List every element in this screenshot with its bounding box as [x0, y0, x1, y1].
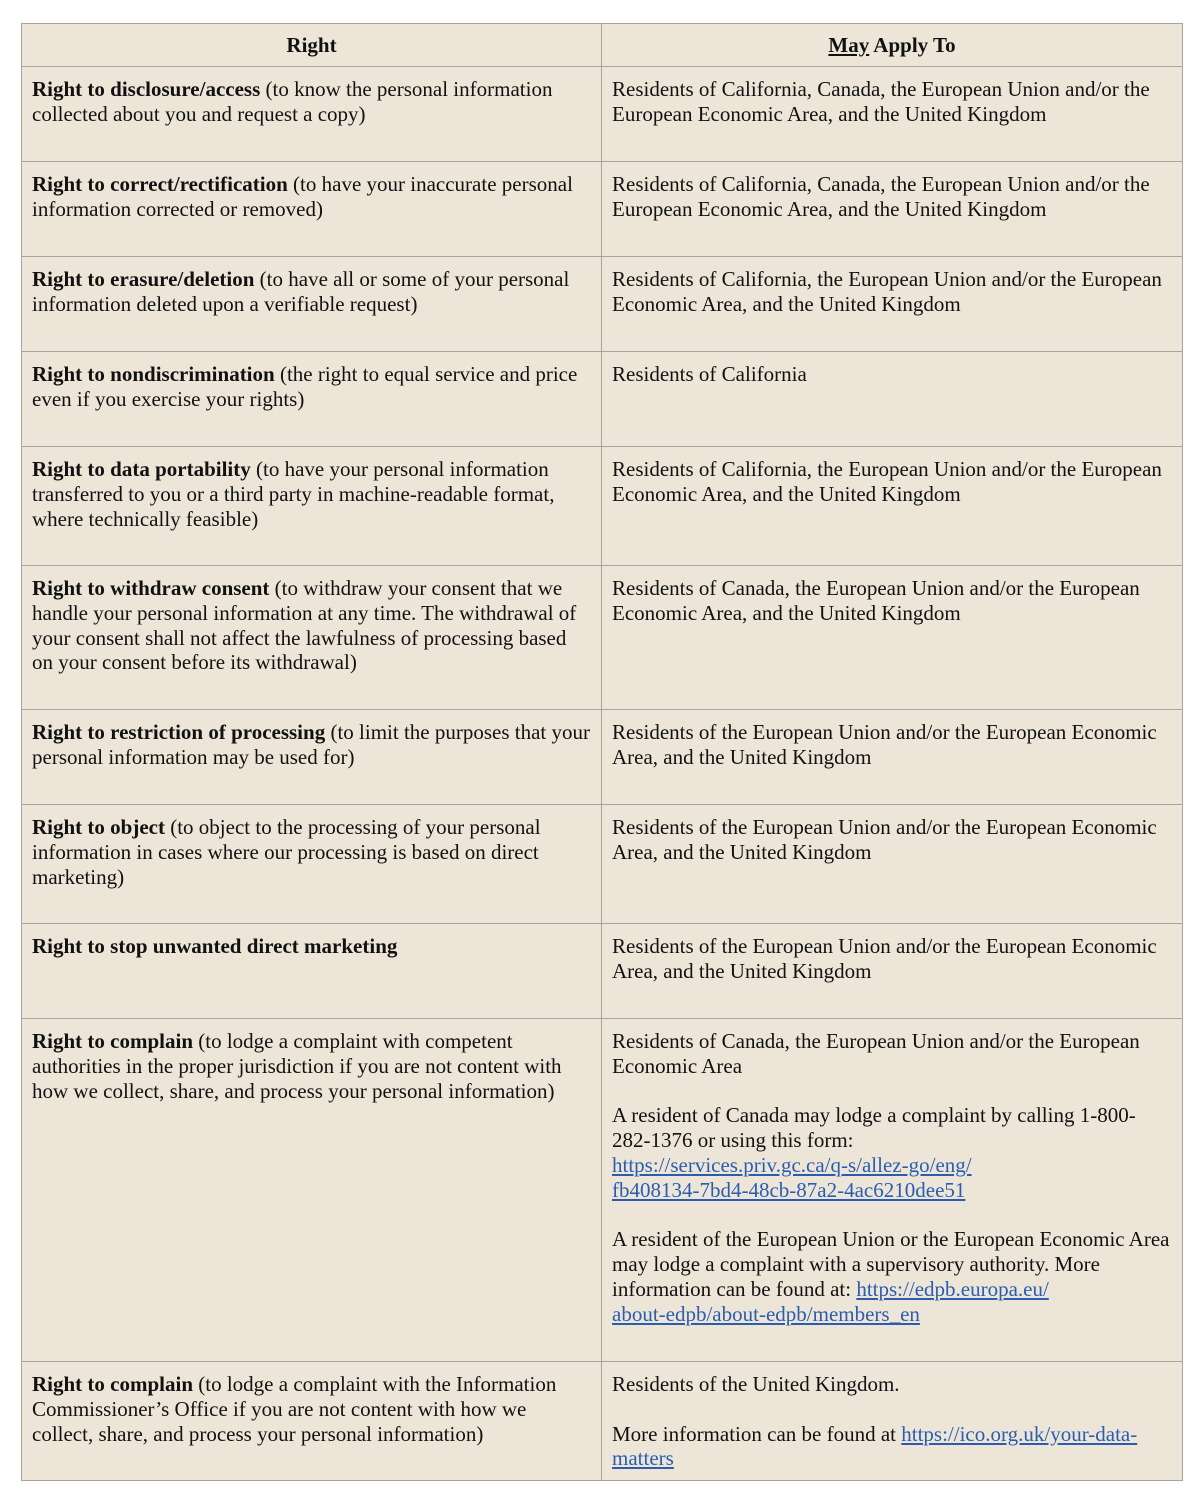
edpb-link-line-2: about-edpb/about-edpb/members_en — [612, 1301, 920, 1326]
rights-table-container — [21, 23, 1182, 1481]
applies-cell — [602, 1019, 1183, 1362]
applies-cell: Residents of the European Union and/or the European Economic Area, and the United Kingdom — [602, 805, 1183, 924]
uk-more-info-text: More information can be found at — [612, 1421, 902, 1446]
right-description: (to have your personal information transferred to you or a third party in machine-readable format, where technically feasible) — [32, 457, 555, 531]
right-description: (to have your inaccurate personal information corrected or removed) — [32, 172, 573, 221]
right-description: (to limit the purposes that your personal information may be used for) — [32, 720, 590, 769]
applies-cell — [602, 1362, 1183, 1481]
right-title: Right to restriction of processing — [32, 720, 326, 744]
table-row — [22, 257, 1183, 352]
canada-complaint-text: A resident of Canada may lodge a complaint by calling 1-800-282-1376 or using this form: — [612, 1103, 1136, 1153]
table-row — [22, 162, 1183, 257]
header-right: Right — [22, 24, 602, 67]
canada-link-line-2: fb408134-7bd4-48cb-87a2-4ac6210dee51 — [612, 1177, 966, 1202]
header-apply-to: Apply To — [869, 32, 956, 57]
paragraph-gap — [612, 1079, 1172, 1104]
paragraph-gap — [612, 1203, 1172, 1228]
table-header-row — [22, 24, 1183, 67]
canada-link-line-1: https://services.priv.gc.ca/q-s/allez-go/eng/ — [612, 1152, 972, 1177]
right-description: (to withdraw your consent that we handle your personal information at any time. The withdrawal of your consent shall not affect the lawfulness of processing based on your consent before its withdrawal) — [32, 576, 577, 675]
right-description: (to object to the processing of your personal information in cases where our processing is based on direct marketing) — [32, 815, 541, 889]
applies-cell: Residents of California, the European Union and/or the European Economic Area, and the United Kingdom — [602, 447, 1183, 566]
ico-link-line-2: matters — [612, 1446, 674, 1471]
right-cell — [22, 710, 602, 805]
right-title: Right to complain — [32, 1029, 194, 1053]
table-row — [22, 447, 1183, 566]
table-row — [22, 924, 1183, 1019]
paragraph-gap — [612, 1397, 1172, 1422]
applies-intro: Residents of Canada, the European Union and/or the European Economic Area — [612, 1029, 1140, 1078]
right-description: (the right to equal service and price even if you exercise your rights) — [32, 362, 578, 411]
applies-cell: Residents of California — [602, 352, 1183, 447]
header-may-underlined: May — [828, 32, 870, 57]
edpb-link-line-1: https://edpb.europa.eu/ — [856, 1276, 1049, 1301]
right-description: (to know the personal information collected about you and request a copy) — [32, 77, 553, 126]
right-title: Right to nondiscrimination — [32, 362, 275, 386]
rights-table — [21, 23, 1183, 1481]
right-description: (to have all or some of your personal information deleted upon a verifiable request) — [32, 267, 570, 316]
canada-complaint-form-link[interactable] — [612, 1153, 1172, 1203]
right-title: Right to complain — [32, 1372, 194, 1396]
right-cell — [22, 924, 602, 1019]
right-cell — [22, 566, 602, 710]
right-title: Right to correct/rectification — [32, 172, 288, 196]
applies-cell: Residents of the European Union and/or the European Economic Area, and the United Kingdom — [602, 710, 1183, 805]
applies-cell: Residents of Canada, the European Union and/or the European Economic Area, and the United Kingdom — [602, 566, 1183, 710]
right-cell — [22, 447, 602, 566]
table-row — [22, 67, 1183, 162]
table-row — [22, 805, 1183, 924]
right-title: Right to disclosure/access — [32, 77, 261, 101]
applies-intro: Residents of the United Kingdom. — [612, 1372, 900, 1396]
right-title: Right to withdraw consent — [32, 576, 270, 600]
table-row — [22, 352, 1183, 447]
eu-complaint-text: A resident of the European Union or the European Economic Area may lodge a complaint with a supervisory authority. More information can be found at: — [612, 1227, 1170, 1301]
right-cell — [22, 67, 602, 162]
right-cell — [22, 162, 602, 257]
right-cell — [22, 1362, 602, 1481]
table-row — [22, 1019, 1183, 1362]
applies-cell: Residents of California, Canada, the European Union and/or the European Economic Area, and the United Kingdom — [602, 67, 1183, 162]
right-cell — [22, 805, 602, 924]
header-may-apply-to — [602, 24, 1183, 67]
right-cell — [22, 352, 602, 447]
table-row — [22, 1362, 1183, 1481]
ico-link-line-1: https://ico.org.uk/your-data- — [901, 1421, 1138, 1446]
right-title: Right to erasure/deletion — [32, 267, 255, 291]
applies-cell: Residents of California, the European Union and/or the European Economic Area, and the United Kingdom — [602, 257, 1183, 352]
right-cell — [22, 1019, 602, 1362]
right-title: Right to data portability — [32, 457, 251, 481]
table-row — [22, 710, 1183, 805]
applies-cell: Residents of California, Canada, the European Union and/or the European Economic Area, and the United Kingdom — [602, 162, 1183, 257]
right-description: (to lodge a complaint with competent authorities in the proper jurisdiction if you are not content with how we collect, share, and process your personal information) — [32, 1029, 562, 1103]
table-row — [22, 566, 1183, 710]
right-title: Right to stop unwanted direct marketing — [32, 934, 398, 958]
right-title: Right to object — [32, 815, 165, 839]
right-description: (to lodge a complaint with the Information Commissioner’s Office if you are not content with how we collect, share, and process your personal information) — [32, 1372, 557, 1446]
applies-cell: Residents of the European Union and/or the European Economic Area, and the United Kingdom — [602, 924, 1183, 1019]
right-cell — [22, 257, 602, 352]
